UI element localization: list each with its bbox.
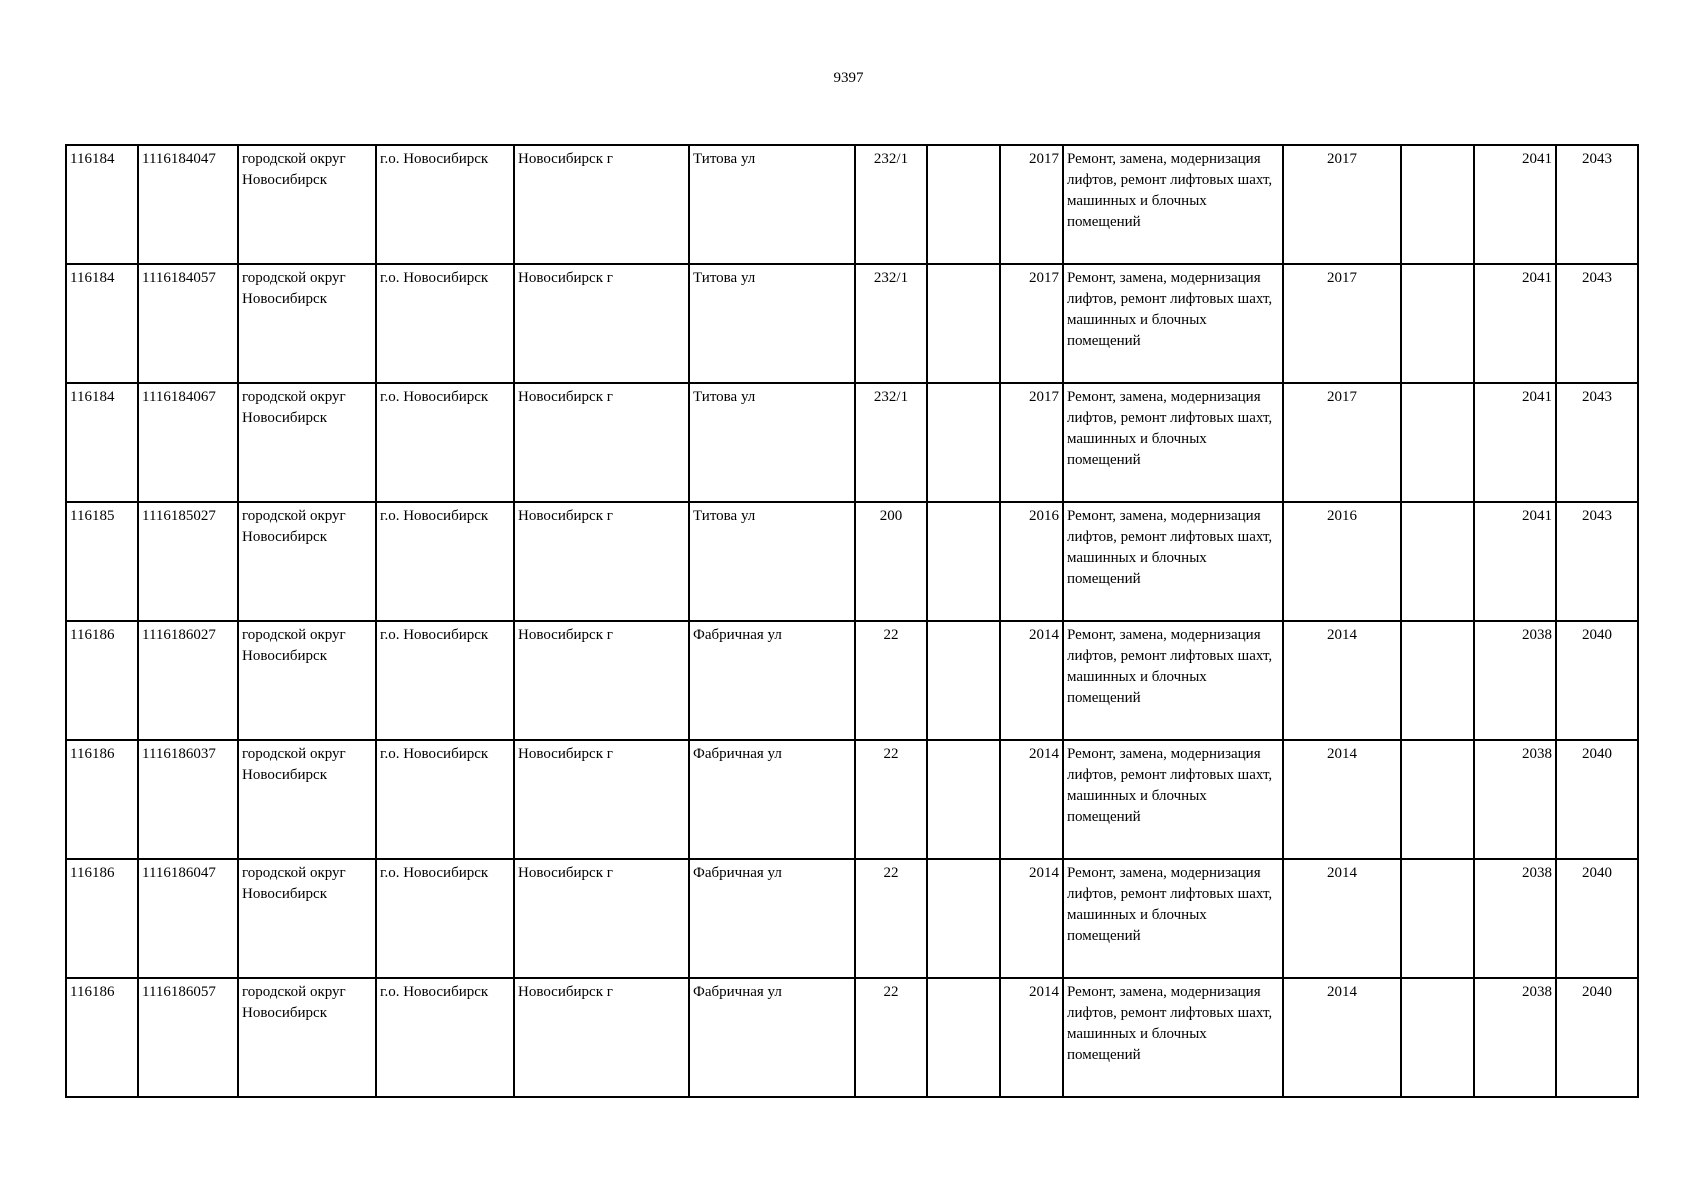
cell-city: Новосибирск г — [514, 859, 689, 978]
table-body — [66, 145, 1638, 1097]
table-row — [66, 621, 1638, 740]
cell-settlement-short: г.о. Новосибирск — [376, 383, 514, 502]
cell-work-type: Ремонт, замена, модернизация лифтов, ремонт лифтовых шахт, машинных и блочных помещений — [1063, 502, 1283, 621]
cell-house-number: 22 — [855, 978, 927, 1097]
cell-blank-col-12 — [1401, 978, 1474, 1097]
cell-object-id: 116186 — [66, 740, 138, 859]
cell-planned-end-year: 2043 — [1556, 264, 1638, 383]
cell-blank-col-12 — [1401, 621, 1474, 740]
table-row — [66, 145, 1638, 264]
cell-street: Фабричная ул — [689, 621, 855, 740]
cell-element-id: 1116184047 — [138, 145, 238, 264]
cell-street: Фабричная ул — [689, 740, 855, 859]
cell-work-type: Ремонт, замена, модернизация лифтов, ремонт лифтовых шахт, машинных и блочных помещений — [1063, 145, 1283, 264]
cell-planned-start-year: 2038 — [1474, 978, 1556, 1097]
cell-house-number: 22 — [855, 740, 927, 859]
cell-work-type: Ремонт, замена, модернизация лифтов, ремонт лифтовых шахт, машинных и блочных помещений — [1063, 264, 1283, 383]
cell-planned-start-year: 2041 — [1474, 502, 1556, 621]
cell-street: Титова ул — [689, 502, 855, 621]
cell-element-id: 1116186057 — [138, 978, 238, 1097]
table-row — [66, 264, 1638, 383]
cell-work-type: Ремонт, замена, модернизация лифтов, ремонт лифтовых шахт, машинных и блочных помещений — [1063, 859, 1283, 978]
cell-year-commissioned: 2017 — [1000, 383, 1063, 502]
cell-city: Новосибирск г — [514, 145, 689, 264]
cell-street: Титова ул — [689, 383, 855, 502]
cell-element-id: 1116185027 — [138, 502, 238, 621]
cell-year-commissioned: 2017 — [1000, 264, 1063, 383]
cell-settlement-short: г.о. Новосибирск — [376, 621, 514, 740]
cell-planned-end-year: 2040 — [1556, 621, 1638, 740]
cell-house-number: 232/1 — [855, 145, 927, 264]
cell-street: Титова ул — [689, 145, 855, 264]
cell-year-commissioned: 2014 — [1000, 978, 1063, 1097]
cell-settlement-short: г.о. Новосибирск — [376, 145, 514, 264]
cell-planned-start-year: 2038 — [1474, 740, 1556, 859]
cell-planned-start-year: 2041 — [1474, 145, 1556, 264]
cell-settlement-short: г.о. Новосибирск — [376, 978, 514, 1097]
cell-blank-col-12 — [1401, 383, 1474, 502]
table-row — [66, 502, 1638, 621]
cell-work-type: Ремонт, замена, модернизация лифтов, ремонт лифтовых шахт, машинных и блочных помещений — [1063, 740, 1283, 859]
cell-municipality: городской округ Новосибирск — [238, 145, 376, 264]
cell-year-commissioned: 2017 — [1000, 145, 1063, 264]
cell-municipality: городской округ Новосибирск — [238, 621, 376, 740]
cell-house-number: 22 — [855, 859, 927, 978]
cell-blank-col-12 — [1401, 740, 1474, 859]
cell-blank-col-8 — [927, 621, 1000, 740]
cell-municipality: городской округ Новосибирск — [238, 502, 376, 621]
cell-last-repair-year: 2017 — [1283, 383, 1401, 502]
cell-municipality: городской округ Новосибирск — [238, 264, 376, 383]
table-row — [66, 383, 1638, 502]
cell-blank-col-8 — [927, 859, 1000, 978]
cell-blank-col-8 — [927, 383, 1000, 502]
cell-blank-col-12 — [1401, 502, 1474, 621]
cell-street: Фабричная ул — [689, 859, 855, 978]
cell-blank-col-12 — [1401, 145, 1474, 264]
cell-municipality: городской округ Новосибирск — [238, 978, 376, 1097]
cell-house-number: 22 — [855, 621, 927, 740]
cell-city: Новосибирск г — [514, 740, 689, 859]
cell-blank-col-8 — [927, 145, 1000, 264]
cell-house-number: 200 — [855, 502, 927, 621]
cell-work-type: Ремонт, замена, модернизация лифтов, ремонт лифтовых шахт, машинных и блочных помещений — [1063, 621, 1283, 740]
cell-object-id: 116186 — [66, 859, 138, 978]
cell-last-repair-year: 2014 — [1283, 978, 1401, 1097]
cell-planned-end-year: 2040 — [1556, 740, 1638, 859]
cell-last-repair-year: 2014 — [1283, 621, 1401, 740]
cell-planned-end-year: 2043 — [1556, 502, 1638, 621]
cell-municipality: городской округ Новосибирск — [238, 383, 376, 502]
cell-element-id: 1116184067 — [138, 383, 238, 502]
cell-blank-col-8 — [927, 978, 1000, 1097]
cell-work-type: Ремонт, замена, модернизация лифтов, ремонт лифтовых шахт, машинных и блочных помещений — [1063, 383, 1283, 502]
cell-object-id: 116185 — [66, 502, 138, 621]
cell-house-number: 232/1 — [855, 383, 927, 502]
table-row — [66, 978, 1638, 1097]
cell-street: Титова ул — [689, 264, 855, 383]
cell-blank-col-8 — [927, 740, 1000, 859]
cell-municipality: городской округ Новосибирск — [238, 740, 376, 859]
page-number: 9397 — [833, 70, 864, 86]
cell-settlement-short: г.о. Новосибирск — [376, 264, 514, 383]
cell-city: Новосибирск г — [514, 264, 689, 383]
cell-planned-start-year: 2041 — [1474, 264, 1556, 383]
cell-settlement-short: г.о. Новосибирск — [376, 859, 514, 978]
cell-element-id: 1116184057 — [138, 264, 238, 383]
cell-object-id: 116184 — [66, 145, 138, 264]
cell-planned-end-year: 2040 — [1556, 859, 1638, 978]
cell-planned-start-year: 2038 — [1474, 621, 1556, 740]
cell-municipality: городской округ Новосибирск — [238, 859, 376, 978]
cell-work-type: Ремонт, замена, модернизация лифтов, ремонт лифтовых шахт, машинных и блочных помещений — [1063, 978, 1283, 1097]
cell-blank-col-8 — [927, 264, 1000, 383]
cell-city: Новосибирск г — [514, 978, 689, 1097]
cell-city: Новосибирск г — [514, 502, 689, 621]
cell-element-id: 1116186037 — [138, 740, 238, 859]
cell-last-repair-year: 2016 — [1283, 502, 1401, 621]
cell-element-id: 1116186027 — [138, 621, 238, 740]
cell-last-repair-year: 2014 — [1283, 740, 1401, 859]
cell-city: Новосибирск г — [514, 621, 689, 740]
cell-planned-start-year: 2041 — [1474, 383, 1556, 502]
cell-year-commissioned: 2016 — [1000, 502, 1063, 621]
cell-street: Фабричная ул — [689, 978, 855, 1097]
registry-table — [65, 144, 1639, 1098]
cell-object-id: 116186 — [66, 978, 138, 1097]
cell-object-id: 116184 — [66, 264, 138, 383]
table-row — [66, 740, 1638, 859]
cell-last-repair-year: 2014 — [1283, 859, 1401, 978]
cell-element-id: 1116186047 — [138, 859, 238, 978]
cell-object-id: 116184 — [66, 383, 138, 502]
cell-last-repair-year: 2017 — [1283, 264, 1401, 383]
cell-house-number: 232/1 — [855, 264, 927, 383]
cell-planned-end-year: 2043 — [1556, 145, 1638, 264]
cell-blank-col-8 — [927, 502, 1000, 621]
cell-city: Новосибирск г — [514, 383, 689, 502]
table-row — [66, 859, 1638, 978]
cell-planned-start-year: 2038 — [1474, 859, 1556, 978]
cell-blank-col-12 — [1401, 859, 1474, 978]
cell-year-commissioned: 2014 — [1000, 740, 1063, 859]
cell-year-commissioned: 2014 — [1000, 859, 1063, 978]
cell-object-id: 116186 — [66, 621, 138, 740]
cell-settlement-short: г.о. Новосибирск — [376, 740, 514, 859]
cell-planned-end-year: 2040 — [1556, 978, 1638, 1097]
cell-settlement-short: г.о. Новосибирск — [376, 502, 514, 621]
cell-year-commissioned: 2014 — [1000, 621, 1063, 740]
cell-blank-col-12 — [1401, 264, 1474, 383]
cell-planned-end-year: 2043 — [1556, 383, 1638, 502]
cell-last-repair-year: 2017 — [1283, 145, 1401, 264]
